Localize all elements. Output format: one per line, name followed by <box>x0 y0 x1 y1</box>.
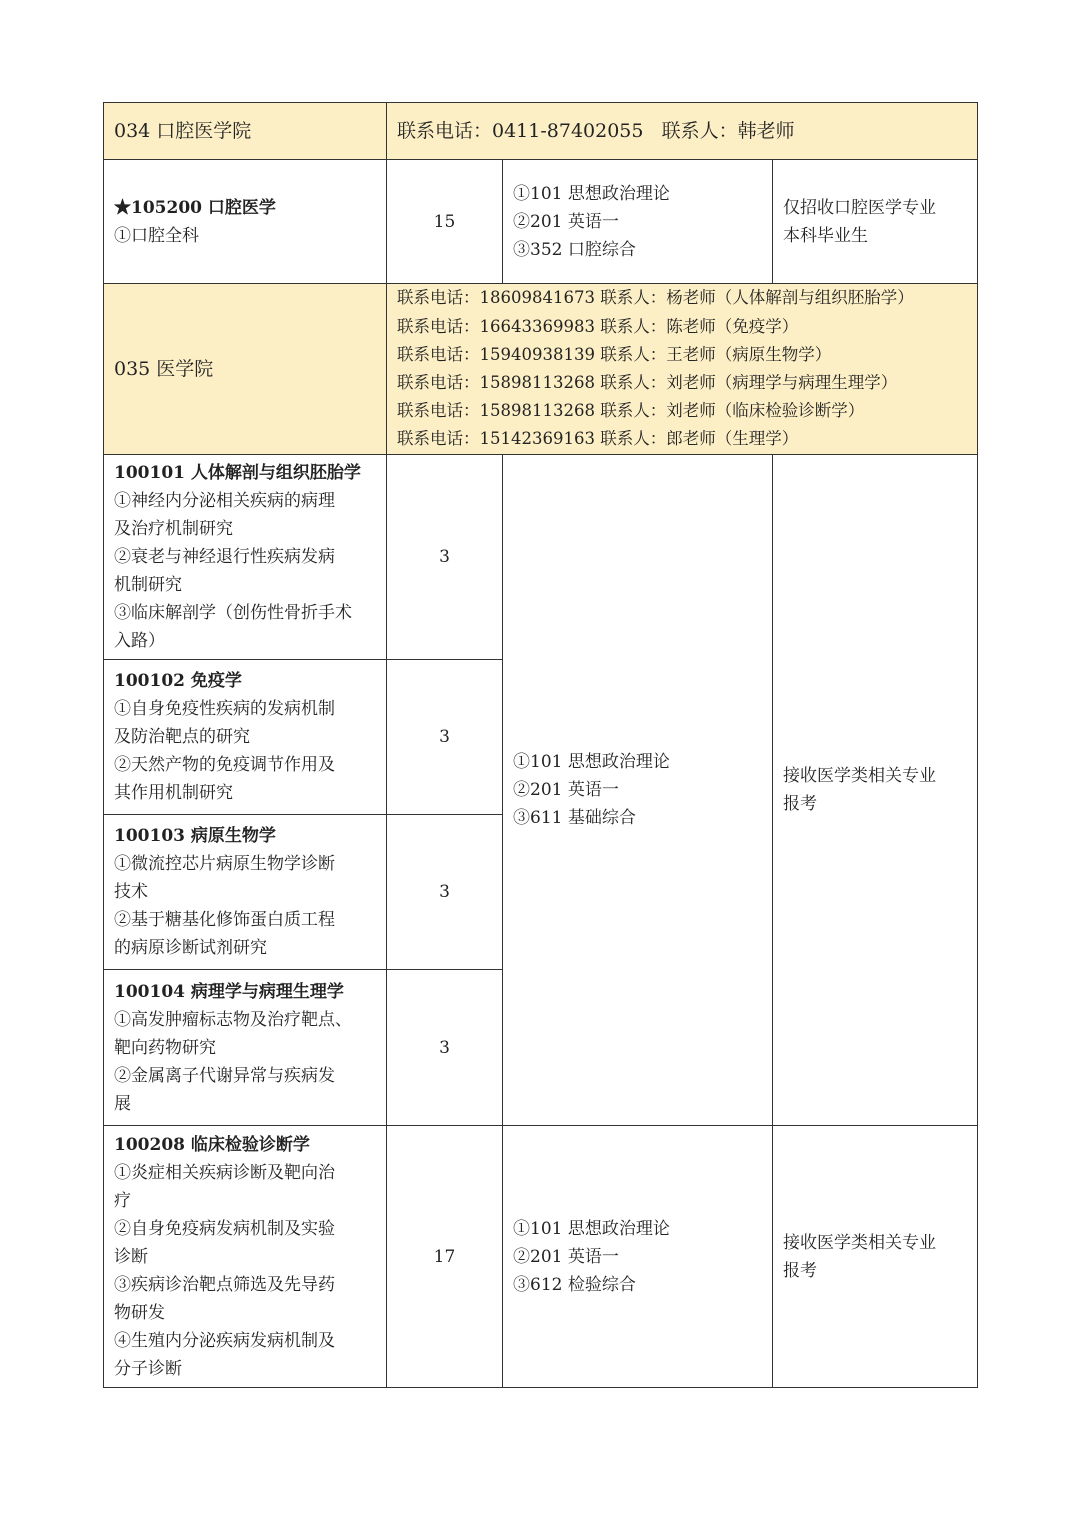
major-direction: ①口腔全科 <box>114 225 199 246</box>
quota-100208: 17 <box>387 1126 503 1388</box>
contact-line: 联系电话：15142369163 联系人：郎老师（生理学） <box>397 429 799 449</box>
dept-035-name: 035 医学院 <box>104 284 387 455</box>
quota-100102: 3 <box>387 660 503 815</box>
major-row-105200 <box>104 160 978 284</box>
contact-line: 联系电话：16643369983 联系人：陈老师（免疫学） <box>397 316 799 336</box>
major-105200-cell <box>104 160 387 284</box>
major-title: 100101 人体解剖与组织胚胎学 <box>114 463 361 483</box>
major-100104-cell: 100104 病理学与病理生理学 ①高发肿瘤标志物及治疗靶点、 靶向药物研究 ②金属离子代谢异常与疾病发 展 <box>104 970 387 1126</box>
major-title: 100104 病理学与病理生理学 <box>114 981 344 1002</box>
dept-034-header-row <box>104 103 978 160</box>
major-100208-cell: 100208 临床检验诊断学 ①炎症相关疾病诊断及靶向治 疗 ②自身免疫病发病机制及实验 诊断 ③疾病诊治靶点筛选及先导药 物研发 ④生殖内分泌疾病发病机制及 分子诊断 <box>104 1126 387 1388</box>
major-100101-cell: 100101 人体解剖与组织胚胎学 ①神经内分泌相关疾病的病理 及治疗机制研究 ②衰老与神经退行性疾病发病 机制研究 ③临床解剖学（创伤性骨折手术 入路） <box>104 455 387 660</box>
contact-line: 联系电话：18609841673 联系人：杨老师（人体解剖与组织胚胎学） <box>397 288 914 308</box>
contact-line: 联系电话：15898113268 联系人：刘老师（临床检验诊断学） <box>397 401 865 421</box>
dept-035-header-row <box>104 284 978 455</box>
dept-035-contacts <box>387 284 978 455</box>
dept-034-contact: 联系电话：0411-87402055 联系人：韩老师 <box>387 103 978 160</box>
major-title: 100103 病原生物学 <box>114 826 276 846</box>
dept-034-name: 034 口腔医学院 <box>104 103 387 160</box>
major-title: 100102 免疫学 <box>114 671 242 691</box>
note-100208: 接收医学类相关专业 报考 <box>773 1126 978 1388</box>
note-105200: 仅招收口腔医学专业 本科毕业生 <box>773 160 978 284</box>
note-group-1001: 接收医学类相关专业 报考 <box>773 455 978 1126</box>
contact-line: 联系电话：15940938139 联系人：王老师（病原生物学） <box>397 344 832 364</box>
contact-line: 联系电话：15898113268 联系人：刘老师（病理学与病理生理学） <box>397 373 898 392</box>
major-title: ★105200 口腔医学 <box>114 197 276 218</box>
quota-100103: 3 <box>387 815 503 970</box>
exams-group-1001: ①101 思想政治理论 ②201 英语一 ③611 基础综合 <box>503 455 773 1126</box>
exams-100208: ①101 思想政治理论 ②201 英语一 ③612 检验综合 <box>503 1126 773 1388</box>
major-title: 100208 临床检验诊断学 <box>114 1134 310 1155</box>
quota-100101: 3 <box>387 455 503 660</box>
major-row-100101 <box>104 455 978 660</box>
quota-100104: 3 <box>387 970 503 1126</box>
exams-105200: ①101 思想政治理论 ②201 英语一 ③352 口腔综合 <box>503 160 773 284</box>
quota-105200: 15 <box>387 160 503 284</box>
major-100103-cell: 100103 病原生物学 ①微流控芯片病原生物学诊断 技术 ②基于糖基化修饰蛋白质工程 的病原诊断试剂研究 <box>104 815 387 970</box>
major-row-100208 <box>104 1126 978 1388</box>
admission-table <box>103 102 978 1388</box>
major-100102-cell: 100102 免疫学 ①自身免疫性疾病的发病机制 及防治靶点的研究 ②天然产物的免疫调节作用及 其作用机制研究 <box>104 660 387 815</box>
